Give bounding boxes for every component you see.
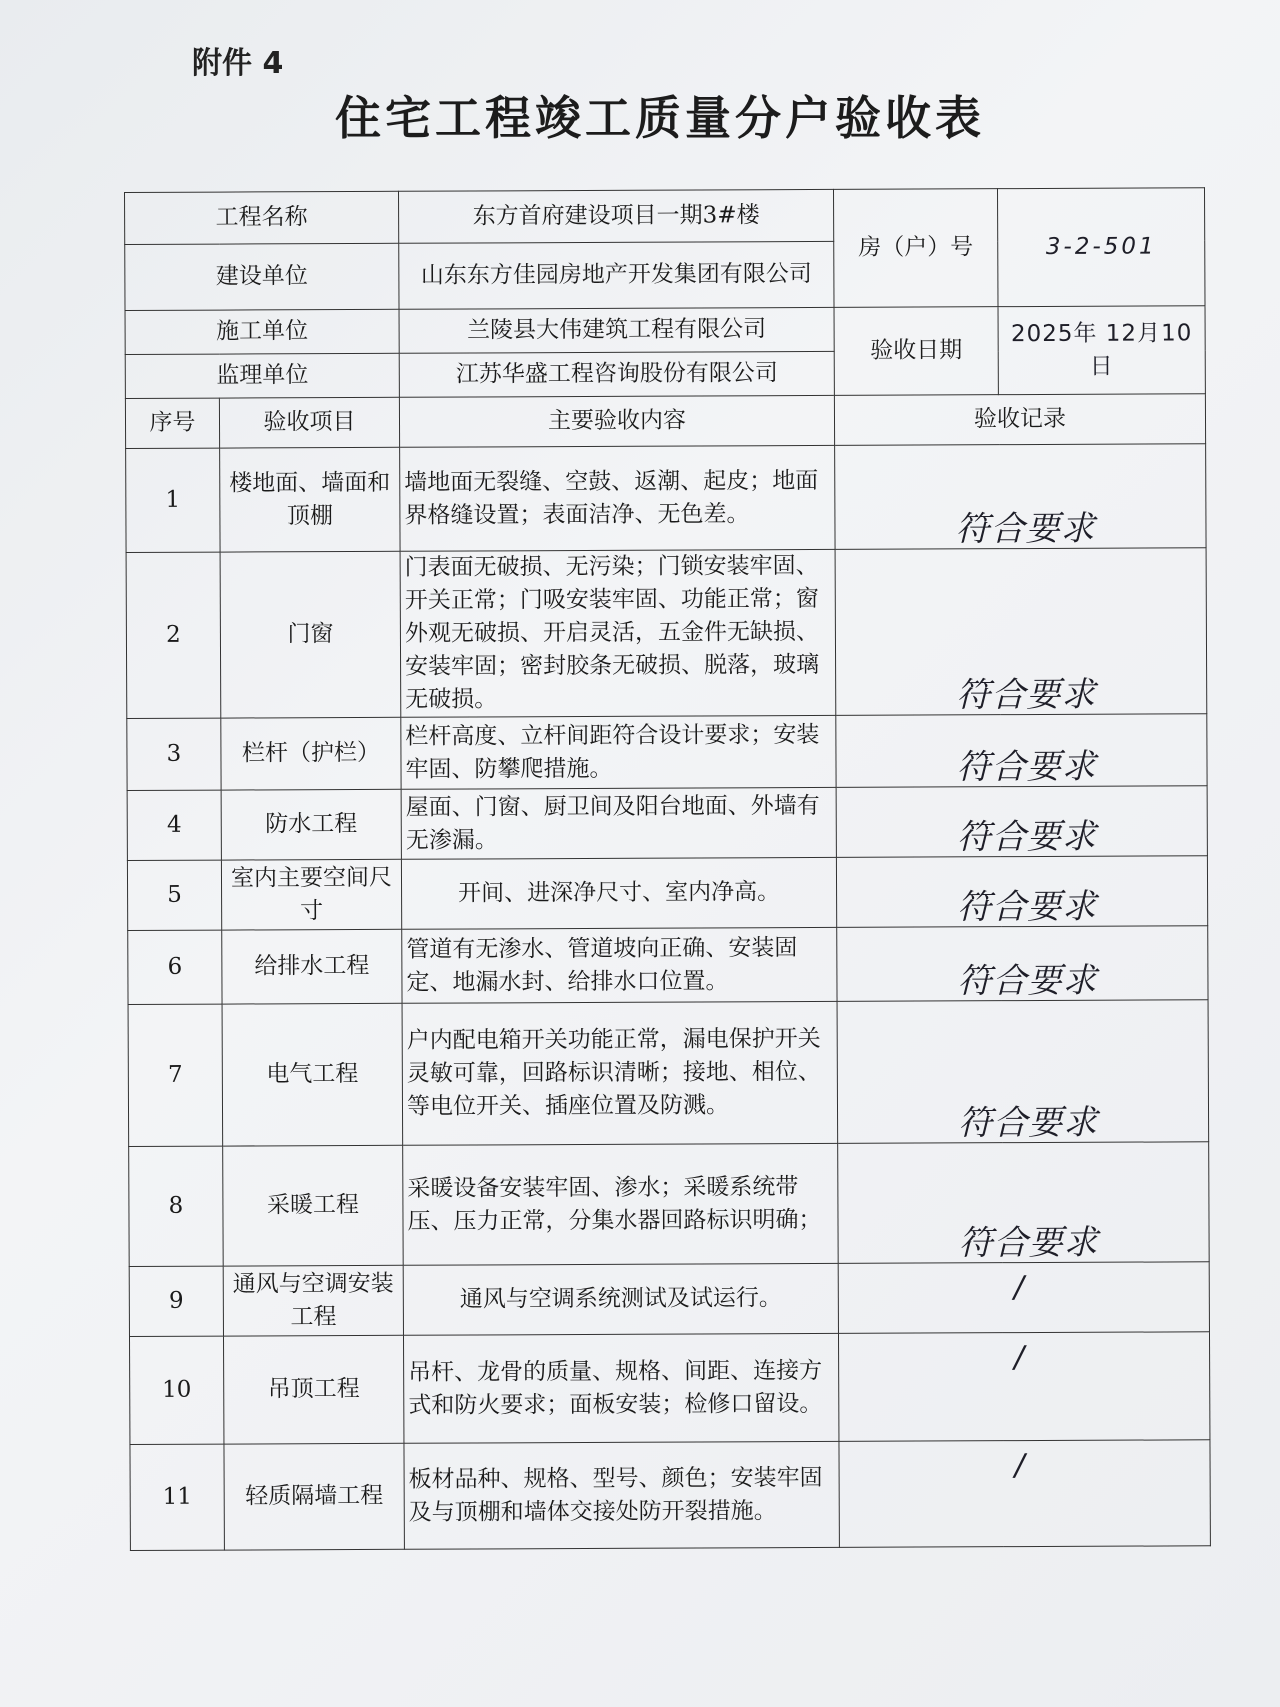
table-row <box>127 856 1207 931</box>
row-number: 9 <box>129 1266 223 1336</box>
row-record-cell <box>837 926 1208 1002</box>
row-item: 采暖工程 <box>223 1145 404 1266</box>
row-content: 管道有无渗水、管道坡向正确、安装固定、地漏水封、给排水口位置。 <box>402 927 837 1003</box>
row-number: 7 <box>128 1004 223 1146</box>
row-content: 板材品种、规格、型号、颜色；安装牢固及与顶棚和墙体交接处防开裂措施。 <box>404 1441 839 1549</box>
row-item: 楼地面、墙面和顶棚 <box>220 447 400 552</box>
table-row <box>128 1000 1209 1147</box>
builder-label: 建设单位 <box>125 243 399 310</box>
table-row <box>128 926 1208 1005</box>
col-header-no: 序号 <box>125 398 219 448</box>
row-content: 开间、进深净尺寸、室内净高。 <box>401 857 836 929</box>
row-record-handwritten: 符合要求 <box>957 886 1098 928</box>
column-header-row <box>125 394 1205 449</box>
room-label: 房（户）号 <box>833 189 998 308</box>
table-row <box>129 1332 1209 1445</box>
row-record-slash: / <box>1014 1340 1026 1376</box>
builder-value: 山东东方佳园房地产开发集团有限公司 <box>399 241 834 309</box>
row-item: 栏杆（护栏） <box>221 717 401 790</box>
row-item: 给排水工程 <box>222 929 402 1004</box>
table-row <box>129 1142 1210 1267</box>
row-content: 户内配电箱开关功能正常，漏电保护开关灵敏可靠，回路标识清晰；接地、相位、等电位开关、插座位置及防溅。 <box>402 1001 838 1145</box>
project-name-label: 工程名称 <box>125 191 399 244</box>
table-row <box>127 714 1207 791</box>
row-number: 11 <box>130 1444 224 1550</box>
row-record-cell <box>838 1262 1209 1334</box>
row-number: 10 <box>129 1336 223 1444</box>
row-record-handwritten: 符合要求 <box>958 1222 1099 1264</box>
row-number: 2 <box>126 552 221 718</box>
row-record-cell <box>836 856 1207 928</box>
col-header-content: 主要验收内容 <box>399 395 834 447</box>
row-item: 门窗 <box>220 551 401 718</box>
acceptance-table <box>124 187 1211 1551</box>
row-content: 屋面、门窗、厨卫间及阳台地面、外墙有无渗漏。 <box>401 787 836 859</box>
row-number: 8 <box>129 1146 224 1266</box>
row-number: 3 <box>127 718 221 790</box>
table-row <box>126 444 1206 553</box>
supervisor-label: 监理单位 <box>125 353 399 398</box>
row-item: 防水工程 <box>221 789 401 860</box>
col-header-record: 验收记录 <box>834 394 1205 446</box>
header-row-project <box>125 188 1205 245</box>
row-record-handwritten: 符合要求 <box>956 816 1097 858</box>
row-record-cell <box>836 714 1207 788</box>
row-item: 通风与空调安装工程 <box>223 1265 403 1336</box>
row-content: 栏杆高度、立杆间距符合设计要求；安装牢固、防攀爬措施。 <box>401 715 836 789</box>
page-title: 住宅工程竣工质量分户验收表 <box>335 91 985 145</box>
row-record-cell <box>835 444 1206 550</box>
row-record-handwritten: 符合要求 <box>956 746 1097 788</box>
row-content: 采暖设备安装牢固、渗水；采暖系统带压、压力正常，分集水器回路标识明确； <box>403 1143 839 1265</box>
row-record-cell <box>837 1000 1209 1144</box>
row-content: 通风与空调系统测试及试运行。 <box>403 1263 838 1335</box>
project-name-value: 东方首府建设项目一期3#楼 <box>398 189 833 243</box>
row-record-cell <box>838 1142 1210 1264</box>
table-row <box>126 548 1207 719</box>
table-row <box>130 1440 1210 1551</box>
row-record-handwritten: 符合要求 <box>955 508 1096 550</box>
row-record-cell <box>835 548 1207 716</box>
row-item: 吊顶工程 <box>223 1335 403 1444</box>
supervisor-value: 江苏华盛工程咨询股份有限公司 <box>399 351 834 397</box>
table-row <box>127 786 1207 861</box>
table-row <box>129 1262 1209 1337</box>
row-number: 5 <box>127 860 221 930</box>
header-row-contractor <box>125 306 1205 355</box>
row-number: 4 <box>127 790 221 860</box>
date-label: 验收日期 <box>834 307 998 396</box>
row-number: 1 <box>126 448 220 552</box>
room-number-handwritten: 3-2-501 <box>997 188 1205 307</box>
row-record-cell <box>836 786 1207 858</box>
row-record-handwritten: 符合要求 <box>956 674 1097 716</box>
contractor-value: 兰陵县大伟建筑工程有限公司 <box>399 307 834 353</box>
inspection-date: 2025年 12月10 日 <box>998 306 1205 395</box>
row-content: 墙地面无裂缝、空鼓、返潮、起皮；地面界格缝设置；表面洁净、无色差。 <box>400 445 835 551</box>
row-content: 门表面无破损、无污染；门锁安装牢固、开关正常；门吸安装牢固、功能正常；窗外观无破损、开启灵活，五金件无缺损、 安装牢固；密封胶条无破损、脱落，玻璃无破损。 <box>400 549 836 717</box>
row-record-cell <box>839 1440 1210 1548</box>
row-record-slash: / <box>1014 1448 1026 1484</box>
row-content: 吊杆、龙骨的质量、规格、间距、连接方式和防火要求；面板安装；检修口留设。 <box>403 1333 838 1443</box>
row-item: 轻质隔墙工程 <box>224 1443 404 1550</box>
row-record-handwritten: 符合要求 <box>957 960 1098 1002</box>
row-number: 6 <box>128 930 222 1004</box>
row-item: 电气工程 <box>222 1003 403 1146</box>
row-record-slash: / <box>1013 1270 1025 1306</box>
row-record-cell <box>838 1332 1209 1442</box>
row-item: 室内主要空间尺寸 <box>221 859 401 930</box>
attachment-label: 附件 4 <box>192 46 284 81</box>
row-record-handwritten: 符合要求 <box>957 1102 1099 1144</box>
col-header-item: 验收项目 <box>219 397 399 448</box>
contractor-label: 施工单位 <box>125 309 399 354</box>
